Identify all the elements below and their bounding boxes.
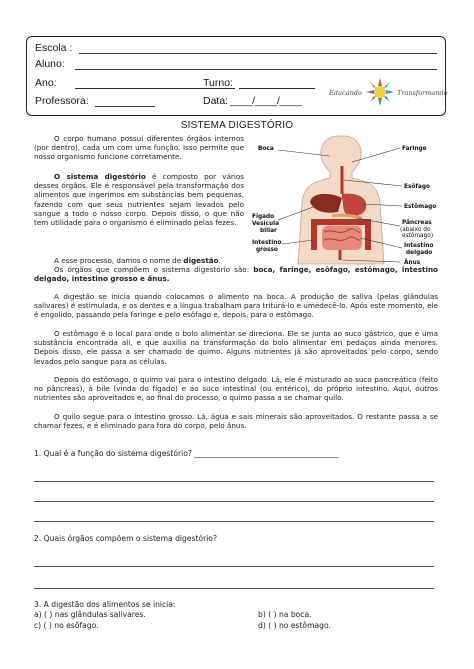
professora-label: Professora:: [35, 95, 89, 107]
label-intestino-grosso-2: grosso: [256, 247, 278, 253]
intro-paragraph-3: A esse processo, damos o nome de digestão.: [54, 256, 221, 265]
option-d[interactable]: d) ( ) no estômago.: [258, 621, 331, 630]
label-pancreas: Pâncreas: [402, 220, 432, 226]
option-b[interactable]: b) ( ) na boca.: [258, 610, 312, 619]
option-c[interactable]: c) ( ) no esôfago.: [34, 621, 99, 630]
small-intestine-shape: [322, 226, 362, 250]
logo-hands-icon: [363, 75, 397, 109]
aluno-field[interactable]: [75, 69, 437, 70]
question-3: 3. A digestão dos alimentos se inicia:: [34, 600, 176, 609]
professora-field[interactable]: [95, 106, 155, 107]
label-pancreas-note-2: estômago): [402, 233, 434, 239]
page-title: SISTEMA DIGESTÓRIO: [180, 120, 294, 131]
label-esofago: Esôfago: [404, 184, 430, 190]
intro-paragraph-1: O corpo humano possui diferentes órgãos internos (por dentro), cada um com uma função. Isso permite que nosso organismo funcione corretamente.: [34, 134, 244, 162]
question-1: 1. Qual é a função do sistema digestório? ______________________________________: [34, 449, 339, 458]
question-2: 2. Quais órgãos compõem o sistema digestório?: [34, 534, 217, 543]
label-intestino-delgado: Intestino: [404, 243, 434, 249]
logo-word-right: Transformando: [397, 89, 448, 97]
label-vesicula-2: biliar: [260, 228, 277, 234]
label-anus: Ânus: [404, 260, 421, 266]
answer-line[interactable]: [34, 521, 434, 522]
data-field[interactable]: ____/____/____: [230, 95, 302, 107]
paragraph-intestino-grosso: O quilo segue para o intestino grosso. Lá, água e sais minerais são aproveitados. O restante passa a se chamar fezes, e é eliminado para fora do corpo, pelo ânus.: [34, 412, 438, 431]
paragraph-digestao: A digestão se inicia quando colocamos o alimento na boca. A produção de saliva (pelas glândulas salivares) é estimulada, e os dentes e a língua trabalham para triturá-lo e umedecê-lo. Após este momento, ele é engolido, passando pela faringe e pelo esôfago e, depois, para o estômago.: [34, 292, 438, 320]
answer-line[interactable]: [34, 588, 434, 589]
escola-field[interactable]: [79, 53, 437, 54]
option-a[interactable]: a) ( ) nas glândulas salivares.: [34, 610, 146, 619]
paragraph-estomago: O estômago é o local para onde o bolo alimentar se direciona. Ele se junta ao suco gástrico, que é uma substância encontrada ali, e que auxilia na transformação do bolo alimentar em pedaços ainda menores. Depois disso, ele passa a ser chamado de quimo. Alguns nutrientes já são aproveitados pelo corpo, sendo levados pelo sangue para as células.: [34, 329, 438, 366]
ano-label: Ano:: [35, 77, 57, 89]
label-intestino-grosso: Intestino: [252, 240, 282, 246]
label-faringe: Faringe: [402, 146, 427, 152]
answer-line[interactable]: [34, 481, 434, 482]
organ-list: boca, faringe, esôfago, estômago, intestino delgado, intestino grosso e ânus.: [34, 265, 438, 284]
label-pancreas-note: (abaixo do: [400, 227, 431, 233]
label-estomago: Estômago: [404, 204, 437, 210]
label-boca: Boca: [258, 146, 274, 152]
escola-label: Escola :: [35, 42, 73, 54]
header-box: [26, 36, 446, 116]
paragraph-intestino-delgado: Depois do estômago, o quimo vai para o intestino delgado. Lá, ele é misturado ao suco pancreático (feito no pâncreas), à bile (vinda do fígado) e ao suco intestinal (ou entérico), do próprio intestino. Aqui, outros nutrientes são aproveitados e, ao final do processo, o quimo passa a se chamar quilo.: [34, 375, 438, 403]
intro-paragraph-2: O sistema digestório é composto por vários desses órgãos. Ele é responsável pela transformação dos alimentos que ingerimos em substâncias bem pequenas, fazendo com que seus nutrientes sejam levados pelo sangue a todo o nosso corpo. Depois disso, o que não tem utilidade para o organismo é eliminado pelas fezes.: [34, 172, 244, 228]
label-intestino-delgado-2: delgado: [406, 250, 433, 256]
answer-line[interactable]: [34, 566, 434, 567]
turno-label: Turno:: [203, 77, 233, 89]
data-label: Data:: [203, 95, 229, 107]
digestive-system-diagram: [250, 132, 446, 268]
label-figado: Fígado: [252, 214, 275, 220]
aluno-label: Aluno:: [35, 58, 65, 70]
intro-term: O sistema digestório: [54, 172, 146, 181]
label-vesicula: Vesícula: [252, 221, 280, 227]
logo-word-left: Educando: [329, 89, 362, 97]
intro-paragraph-4: Os órgãos que compõem o sistema digestório são: boca, faringe, esôfago, estômago, intestino delgado, intestino grosso e ânus.: [34, 265, 438, 284]
school-logo: [327, 75, 448, 111]
answer-line[interactable]: [34, 501, 434, 502]
turno-field[interactable]: [239, 88, 315, 89]
